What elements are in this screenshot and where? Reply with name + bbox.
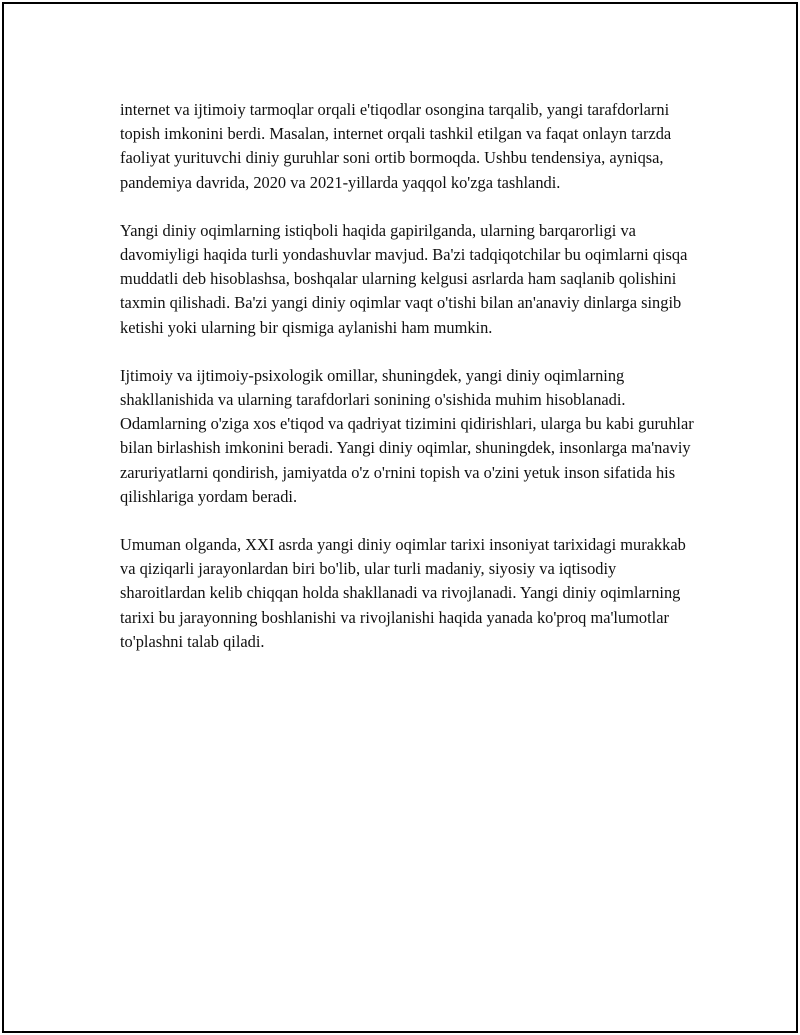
- paragraph-2: Yangi diniy oqimlarning istiqboli haqida gapirilganda, ularning barqarorligi va davomiyligi haqida turli yondashuvlar mavjud. Ba'zi tadqiqotchilar bu oqimlarni qisqa muddatli deb hisoblashsa, boshqalar ularning kelgusi asrlarda ham saqlanib qolishini taxmin qilishadi. Ba'zi yangi diniy oqimlar vaqt o'tishi bilan an'anaviy dinlarga singib ketishi yoki ularning bir qismiga aylanishi ham mumkin.: [120, 220, 688, 337]
- document-body: [120, 98, 700, 678]
- document-page: [2, 2, 798, 1033]
- paragraph-3: Ijtimoiy va ijtimoiy-psixologik omillar, shuningdek, yangi diniy oqimlarning shakllanishida va ularning tarafdorlari sonining o'sishida muhim hisoblanadi. Odamlarning o'ziga xos e'tiqod va qadriyat tizimini qidirishlari, ularga bu kabi guruhlar bilan birlashish imkonini beradi. Yangi diniy oqimlar, shuningdek, insonlarga ma'naviy zaruriyatlarni qondirish, jamiyatda o'z o'rnini topish va o'zini yetuk inson sifatida his qilishlariga yordam beradi.: [120, 365, 694, 506]
- paragraph-1: internet va ijtimoiy tarmoqlar orqali e'tiqodlar osongina tarqalib, yangi tarafdorlarni topish imkonini berdi. Masalan, internet orqali tashkil etilgan va faqat onlayn tarzda faoliyat yurituvchi diniy guruhlar soni ortib bormoqda. Ushbu tendensiya, ayniqsa, pandemiya davrida, 2020 va 2021-yillarda yaqqol ko'zga tashlandi.: [120, 100, 672, 192]
- paragraph-4: Umuman olganda, XXI asrda yangi diniy oqimlar tarixi insoniyat tarixidagi murakkab va qiziqarli jarayonlardan biri bo'lib, ular turli madaniy, siyosiy va iqtisodiy sharoitlardan kelib chiqqan holda shakllanadi va rivojlanadi. Yangi diniy oqimlarning tarixi bu jarayonning boshlanishi va rivojlanishi haqida yanada ko'proq ma'lumotlar to'plashni talab qiladi.: [120, 535, 686, 651]
